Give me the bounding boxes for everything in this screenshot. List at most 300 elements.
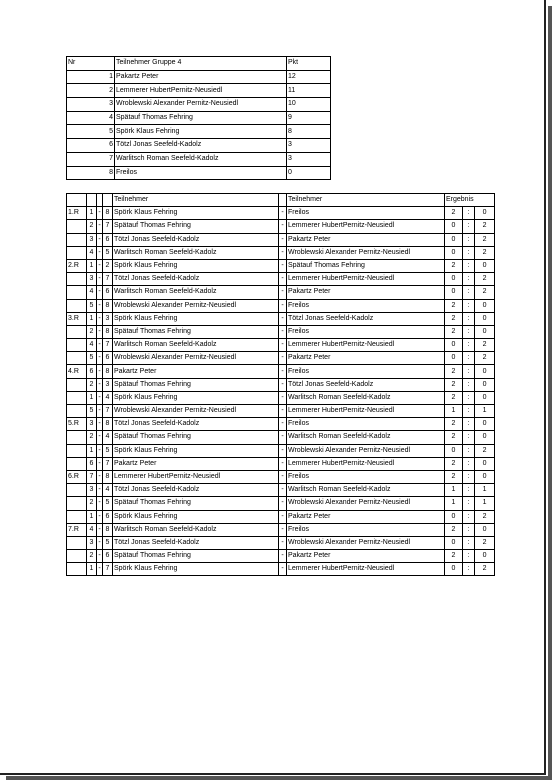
round-cell <box>67 220 87 233</box>
player2-cell: Warlitsch Roman Seefeld-Kadolz <box>287 391 445 404</box>
player2-cell: Freilos <box>287 470 445 483</box>
match-row <box>67 339 495 352</box>
score2-cell: 0 <box>475 312 495 325</box>
score1-cell: 0 <box>445 444 463 457</box>
standings-pkt-cell: 12 <box>287 70 331 84</box>
match-row <box>67 431 495 444</box>
pair-dash-cell: - <box>97 365 103 378</box>
score-colon-cell: : <box>463 246 475 259</box>
pair-dash-cell: - <box>97 470 103 483</box>
player2-cell: Tötzl Jonas Seefeld-Kadolz <box>287 312 445 325</box>
seed-a-cell: 2 <box>87 550 97 563</box>
seed-b-cell: 7 <box>103 457 113 470</box>
matches-table <box>66 193 495 576</box>
standings-row <box>67 166 331 180</box>
score-colon-cell: : <box>463 220 475 233</box>
score2-cell: 0 <box>475 523 495 536</box>
round-cell <box>67 339 87 352</box>
match-row <box>67 563 495 576</box>
standings-name-cell: Spörk Klaus Fehring <box>115 125 287 139</box>
score-colon-cell: : <box>463 444 475 457</box>
score1-cell: 2 <box>445 431 463 444</box>
seed-a-cell: 2 <box>87 220 97 233</box>
match-row <box>67 391 495 404</box>
standings-name-cell: Pakartz Peter <box>115 70 287 84</box>
seed-a-cell: 3 <box>87 233 97 246</box>
score1-cell: 0 <box>445 563 463 576</box>
player1-cell: Tötzl Jonas Seefeld-Kadolz <box>113 233 279 246</box>
match-row <box>67 497 495 510</box>
seed-b-cell: 7 <box>103 273 113 286</box>
seed-b-cell: 6 <box>103 233 113 246</box>
versus-dash-cell: - <box>279 523 287 536</box>
match-row <box>67 378 495 391</box>
seed-a-cell: 4 <box>87 339 97 352</box>
pair-dash-cell: - <box>97 299 103 312</box>
player2-cell: Lemmerer HubertPernitz-Neusiedl <box>287 273 445 286</box>
score-colon-cell: : <box>463 339 475 352</box>
round-cell <box>67 325 87 338</box>
player1-cell: Spörk Klaus Fehring <box>113 391 279 404</box>
round-cell <box>67 233 87 246</box>
score1-cell: 0 <box>445 510 463 523</box>
match-row <box>67 418 495 431</box>
standings-pkt-cell: 9 <box>287 111 331 125</box>
score1-cell: 2 <box>445 207 463 220</box>
score-colon-cell: : <box>463 418 475 431</box>
seed-b-cell: 6 <box>103 286 113 299</box>
match-row <box>67 444 495 457</box>
match-row <box>67 523 495 536</box>
standings-pkt-cell: 0 <box>287 166 331 180</box>
header-player1: Teilnehmer <box>113 194 279 207</box>
round-cell <box>67 510 87 523</box>
pair-dash-cell: - <box>97 207 103 220</box>
score2-cell: 2 <box>475 246 495 259</box>
header-blank-a <box>87 194 97 207</box>
player2-cell: Wroblewski Alexander Pernitz-Neusiedl <box>287 497 445 510</box>
score1-cell: 0 <box>445 273 463 286</box>
score-colon-cell: : <box>463 299 475 312</box>
player1-cell: Spätauf Thomas Fehring <box>113 325 279 338</box>
player1-cell: Warlitsch Roman Seefeld-Kadolz <box>113 286 279 299</box>
versus-dash-cell: - <box>279 484 287 497</box>
match-row <box>67 246 495 259</box>
score1-cell: 2 <box>445 325 463 338</box>
seed-a-cell: 3 <box>87 536 97 549</box>
seed-b-cell: 8 <box>103 418 113 431</box>
match-row <box>67 470 495 483</box>
seed-a-cell: 1 <box>87 444 97 457</box>
round-cell <box>67 378 87 391</box>
seed-a-cell: 4 <box>87 286 97 299</box>
standings-header-cell: Pkt <box>287 57 331 71</box>
score2-cell: 1 <box>475 405 495 418</box>
player1-cell: Spätauf Thomas Fehring <box>113 220 279 233</box>
standings-nr-cell: 2 <box>67 84 115 98</box>
versus-dash-cell: - <box>279 259 287 272</box>
player2-cell: Pakartz Peter <box>287 550 445 563</box>
player1-cell: Spörk Klaus Fehring <box>113 563 279 576</box>
match-row <box>67 536 495 549</box>
round-cell <box>67 484 87 497</box>
standings-nr-cell: 7 <box>67 152 115 166</box>
seed-a-cell: 2 <box>87 325 97 338</box>
standings-pkt-cell: 3 <box>287 139 331 153</box>
score-colon-cell: : <box>463 431 475 444</box>
player2-cell: Lemmerer HubertPernitz-Neusiedl <box>287 457 445 470</box>
header-player2: Teilnehmer <box>287 194 445 207</box>
pair-dash-cell: - <box>97 246 103 259</box>
seed-b-cell: 5 <box>103 246 113 259</box>
score1-cell: 1 <box>445 484 463 497</box>
round-cell <box>67 536 87 549</box>
pair-dash-cell: - <box>97 550 103 563</box>
score-colon-cell: : <box>463 523 475 536</box>
pair-dash-cell: - <box>97 259 103 272</box>
player1-cell: Spörk Klaus Fehring <box>113 510 279 523</box>
pair-dash-cell: - <box>97 325 103 338</box>
seed-b-cell: 3 <box>103 312 113 325</box>
round-cell: 5.R <box>67 418 87 431</box>
pair-dash-cell: - <box>97 418 103 431</box>
match-row <box>67 207 495 220</box>
versus-dash-cell: - <box>279 457 287 470</box>
player1-cell: Tötzl Jonas Seefeld-Kadolz <box>113 273 279 286</box>
round-cell <box>67 444 87 457</box>
round-cell <box>67 246 87 259</box>
standings-nr-cell: 3 <box>67 98 115 112</box>
player2-cell: Freilos <box>287 365 445 378</box>
player2-cell: Pakartz Peter <box>287 352 445 365</box>
score1-cell: 2 <box>445 457 463 470</box>
player1-cell: Spörk Klaus Fehring <box>113 259 279 272</box>
match-row <box>67 365 495 378</box>
round-cell <box>67 405 87 418</box>
versus-dash-cell: - <box>279 536 287 549</box>
score1-cell: 2 <box>445 299 463 312</box>
score2-cell: 2 <box>475 563 495 576</box>
score2-cell: 0 <box>475 431 495 444</box>
score-colon-cell: : <box>463 233 475 246</box>
player2-cell: Wroblewski Alexander Pernitz-Neusiedl <box>287 444 445 457</box>
player2-cell: Tötzl Jonas Seefeld-Kadolz <box>287 378 445 391</box>
pair-dash-cell: - <box>97 510 103 523</box>
standings-nr-cell: 6 <box>67 139 115 153</box>
standings-pkt-cell: 11 <box>287 84 331 98</box>
seed-a-cell: 5 <box>87 352 97 365</box>
player2-cell: Lemmerer HubertPernitz-Neusiedl <box>287 220 445 233</box>
seed-b-cell: 8 <box>103 523 113 536</box>
score2-cell: 1 <box>475 497 495 510</box>
standings-row <box>67 84 331 98</box>
score1-cell: 2 <box>445 259 463 272</box>
match-row <box>67 312 495 325</box>
seed-a-cell: 5 <box>87 299 97 312</box>
versus-dash-cell: - <box>279 365 287 378</box>
player2-cell: Wroblewski Alexander Pernitz-Neusiedl <box>287 246 445 259</box>
pair-dash-cell: - <box>97 444 103 457</box>
score1-cell: 1 <box>445 497 463 510</box>
player2-cell: Pakartz Peter <box>287 233 445 246</box>
standings-row <box>67 125 331 139</box>
player1-cell: Spätauf Thomas Fehring <box>113 497 279 510</box>
round-cell: 2.R <box>67 259 87 272</box>
score-colon-cell: : <box>463 484 475 497</box>
player1-cell: Warlitsch Roman Seefeld-Kadolz <box>113 246 279 259</box>
pair-dash-cell: - <box>97 339 103 352</box>
seed-b-cell: 8 <box>103 470 113 483</box>
round-cell: 4.R <box>67 365 87 378</box>
score-colon-cell: : <box>463 497 475 510</box>
pair-dash-cell: - <box>97 233 103 246</box>
pair-dash-cell: - <box>97 484 103 497</box>
score1-cell: 0 <box>445 233 463 246</box>
round-cell: 3.R <box>67 312 87 325</box>
score1-cell: 2 <box>445 550 463 563</box>
player1-cell: Wroblewski Alexander Pernitz-Neusiedl <box>113 299 279 312</box>
standings-header-cell: Nr <box>67 57 115 71</box>
player1-cell: Tötzl Jonas Seefeld-Kadolz <box>113 418 279 431</box>
score1-cell: 2 <box>445 418 463 431</box>
pair-dash-cell: - <box>97 563 103 576</box>
versus-dash-cell: - <box>279 550 287 563</box>
pair-dash-cell: - <box>97 457 103 470</box>
player1-cell: Lemmerer HubertPernitz-Neusiedl <box>113 470 279 483</box>
score-colon-cell: : <box>463 391 475 404</box>
header-blank-round <box>67 194 87 207</box>
round-cell <box>67 299 87 312</box>
score1-cell: 0 <box>445 352 463 365</box>
seed-b-cell: 4 <box>103 484 113 497</box>
score1-cell: 2 <box>445 312 463 325</box>
seed-b-cell: 5 <box>103 497 113 510</box>
match-row <box>67 352 495 365</box>
seed-b-cell: 3 <box>103 378 113 391</box>
seed-a-cell: 4 <box>87 523 97 536</box>
standings-nr-cell: 4 <box>67 111 115 125</box>
score2-cell: 0 <box>475 457 495 470</box>
round-cell: 7.R <box>67 523 87 536</box>
versus-dash-cell: - <box>279 378 287 391</box>
standings-name-cell: Warlitsch Roman Seefeld-Kadolz <box>115 152 287 166</box>
seed-b-cell: 8 <box>103 299 113 312</box>
score2-cell: 2 <box>475 220 495 233</box>
score-colon-cell: : <box>463 352 475 365</box>
seed-b-cell: 7 <box>103 405 113 418</box>
pair-dash-cell: - <box>97 405 103 418</box>
standings-row <box>67 70 331 84</box>
player2-cell: Spätauf Thomas Fehring <box>287 259 445 272</box>
player1-cell: Wroblewski Alexander Pernitz-Neusiedl <box>113 405 279 418</box>
standings-header-row <box>67 57 331 71</box>
score1-cell: 0 <box>445 246 463 259</box>
round-cell <box>67 286 87 299</box>
seed-b-cell: 2 <box>103 259 113 272</box>
pair-dash-cell: - <box>97 352 103 365</box>
player1-cell: Spörk Klaus Fehring <box>113 444 279 457</box>
score-colon-cell: : <box>463 273 475 286</box>
header-result: Ergebnis <box>445 194 495 207</box>
match-row <box>67 457 495 470</box>
versus-dash-cell: - <box>279 352 287 365</box>
pair-dash-cell: - <box>97 220 103 233</box>
match-row <box>67 299 495 312</box>
seed-b-cell: 8 <box>103 325 113 338</box>
seed-a-cell: 1 <box>87 563 97 576</box>
score-colon-cell: : <box>463 550 475 563</box>
round-cell <box>67 391 87 404</box>
score1-cell: 0 <box>445 339 463 352</box>
round-cell <box>67 550 87 563</box>
score1-cell: 0 <box>445 286 463 299</box>
player1-cell: Wroblewski Alexander Pernitz-Neusiedl <box>113 352 279 365</box>
score2-cell: 2 <box>475 273 495 286</box>
score2-cell: 2 <box>475 444 495 457</box>
pair-dash-cell: - <box>97 312 103 325</box>
standings-name-cell: Spätauf Thomas Fehring <box>115 111 287 125</box>
player2-cell: Lemmerer HubertPernitz-Neusiedl <box>287 563 445 576</box>
versus-dash-cell: - <box>279 220 287 233</box>
pair-dash-cell: - <box>97 431 103 444</box>
versus-dash-cell: - <box>279 312 287 325</box>
player1-cell: Spörk Klaus Fehring <box>113 312 279 325</box>
score-colon-cell: : <box>463 470 475 483</box>
player2-cell: Warlitsch Roman Seefeld-Kadolz <box>287 484 445 497</box>
player2-cell: Warlitsch Roman Seefeld-Kadolz <box>287 431 445 444</box>
header-blank-sep <box>279 194 287 207</box>
score2-cell: 0 <box>475 391 495 404</box>
round-cell <box>67 563 87 576</box>
match-row <box>67 550 495 563</box>
pair-dash-cell: - <box>97 391 103 404</box>
player2-cell: Pakartz Peter <box>287 510 445 523</box>
seed-a-cell: 2 <box>87 378 97 391</box>
standings-row <box>67 139 331 153</box>
standings-name-cell: Tötzl Jonas Seefeld-Kadolz <box>115 139 287 153</box>
score2-cell: 0 <box>475 207 495 220</box>
standings-nr-cell: 5 <box>67 125 115 139</box>
seed-a-cell: 3 <box>87 273 97 286</box>
round-cell: 6.R <box>67 470 87 483</box>
match-row <box>67 273 495 286</box>
player2-cell: Freilos <box>287 299 445 312</box>
standings-pkt-cell: 3 <box>287 152 331 166</box>
seed-b-cell: 7 <box>103 563 113 576</box>
versus-dash-cell: - <box>279 431 287 444</box>
standings-row <box>67 152 331 166</box>
player1-cell: Warlitsch Roman Seefeld-Kadolz <box>113 339 279 352</box>
match-row <box>67 286 495 299</box>
seed-a-cell: 3 <box>87 484 97 497</box>
versus-dash-cell: - <box>279 325 287 338</box>
score-colon-cell: : <box>463 207 475 220</box>
score-colon-cell: : <box>463 457 475 470</box>
seed-b-cell: 5 <box>103 536 113 549</box>
round-cell <box>67 431 87 444</box>
versus-dash-cell: - <box>279 444 287 457</box>
score1-cell: 0 <box>445 220 463 233</box>
standings-row <box>67 111 331 125</box>
matches-header-row <box>67 194 495 207</box>
versus-dash-cell: - <box>279 405 287 418</box>
score2-cell: 0 <box>475 325 495 338</box>
standings-pkt-cell: 8 <box>287 125 331 139</box>
match-row <box>67 405 495 418</box>
score2-cell: 0 <box>475 378 495 391</box>
standings-table <box>66 56 331 180</box>
pair-dash-cell: - <box>97 523 103 536</box>
seed-a-cell: 1 <box>87 312 97 325</box>
player1-cell: Spätauf Thomas Fehring <box>113 378 279 391</box>
seed-b-cell: 6 <box>103 352 113 365</box>
seed-a-cell: 2 <box>87 431 97 444</box>
player1-cell: Warlitsch Roman Seefeld-Kadolz <box>113 523 279 536</box>
round-cell: 1.R <box>67 207 87 220</box>
seed-a-cell: 1 <box>87 207 97 220</box>
match-row <box>67 484 495 497</box>
versus-dash-cell: - <box>279 497 287 510</box>
pair-dash-cell: - <box>97 536 103 549</box>
score2-cell: 2 <box>475 233 495 246</box>
seed-a-cell: 2 <box>87 497 97 510</box>
score2-cell: 2 <box>475 536 495 549</box>
versus-dash-cell: - <box>279 563 287 576</box>
pair-dash-cell: - <box>97 286 103 299</box>
player2-cell: Wroblewski Alexander Pernitz-Neusiedl <box>287 536 445 549</box>
standings-name-cell: Wroblewski Alexander Pernitz-Neusiedl <box>115 98 287 112</box>
match-row <box>67 325 495 338</box>
player1-cell: Spätauf Thomas Fehring <box>113 431 279 444</box>
pair-dash-cell: - <box>97 497 103 510</box>
seed-a-cell: 1 <box>87 391 97 404</box>
seed-a-cell: 5 <box>87 405 97 418</box>
standings-pkt-cell: 10 <box>287 98 331 112</box>
player1-cell: Pakartz Peter <box>113 457 279 470</box>
score-colon-cell: : <box>463 312 475 325</box>
seed-b-cell: 4 <box>103 431 113 444</box>
seed-b-cell: 7 <box>103 220 113 233</box>
player1-cell: Tötzl Jonas Seefeld-Kadolz <box>113 536 279 549</box>
score-colon-cell: : <box>463 510 475 523</box>
versus-dash-cell: - <box>279 470 287 483</box>
versus-dash-cell: - <box>279 273 287 286</box>
score2-cell: 2 <box>475 286 495 299</box>
pair-dash-cell: - <box>97 273 103 286</box>
standings-nr-cell: 8 <box>67 166 115 180</box>
match-row <box>67 510 495 523</box>
seed-b-cell: 8 <box>103 365 113 378</box>
score1-cell: 2 <box>445 378 463 391</box>
standings-name-cell: Freilos <box>115 166 287 180</box>
player1-cell: Spätauf Thomas Fehring <box>113 550 279 563</box>
score2-cell: 0 <box>475 470 495 483</box>
round-cell <box>67 352 87 365</box>
seed-a-cell: 3 <box>87 418 97 431</box>
score2-cell: 0 <box>475 259 495 272</box>
score-colon-cell: : <box>463 405 475 418</box>
versus-dash-cell: - <box>279 510 287 523</box>
seed-b-cell: 5 <box>103 444 113 457</box>
versus-dash-cell: - <box>279 233 287 246</box>
seed-b-cell: 8 <box>103 207 113 220</box>
player1-cell: Pakartz Peter <box>113 365 279 378</box>
versus-dash-cell: - <box>279 391 287 404</box>
player2-cell: Freilos <box>287 523 445 536</box>
player2-cell: Pakartz Peter <box>287 286 445 299</box>
player2-cell: Freilos <box>287 325 445 338</box>
versus-dash-cell: - <box>279 339 287 352</box>
